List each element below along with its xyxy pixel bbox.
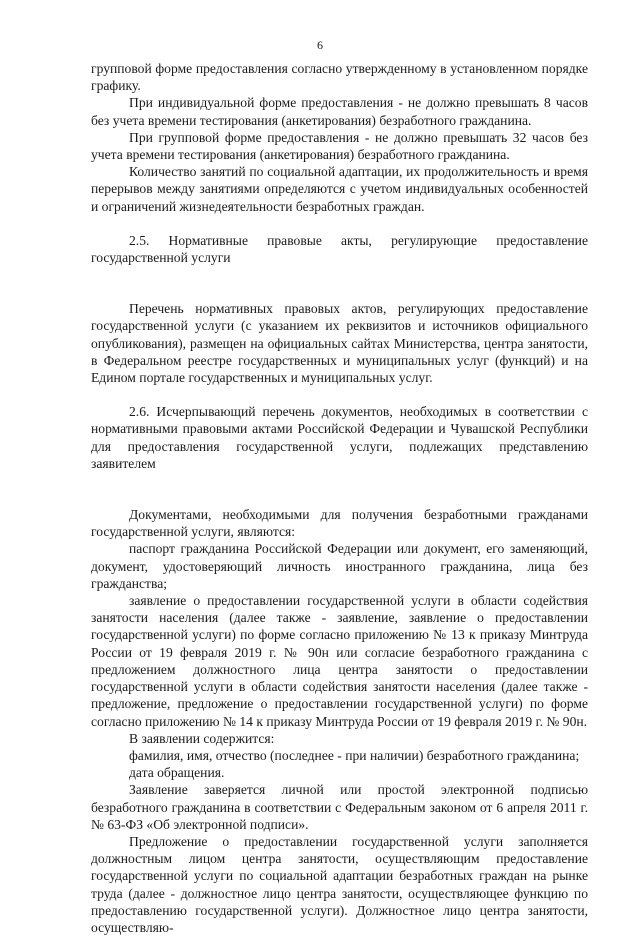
list-item-full-name: фамилия, имя, отчество (последнее - при наличии) безработного гражданина; xyxy=(129,747,580,763)
paragraph-group-form: При групповой форме предоставления - не должно превышать 32 часов без учета времени тестирования (анкетирования) безработного гражданина. xyxy=(91,129,588,163)
list-item-application: заявление о предоставлении государственной услуги в области содействия занятости населения (далее также - заявление, заявление о предоставлении государственной услуги) по форме согласно приложению № 13 к приказу Минтруда России от 19 февраля 2019 г. № 90н или согласие безработного гражданина с предложением должностного лица центра занятости о предоставлении государственной услуги в области содействия занятости населения (далее также - предложение, предложение о предоставлении государственной услуги) по форме согласно приложению № 14 к приказу Минтруда России от 19 февраля 2019 г. № 90н. xyxy=(91,593,588,729)
paragraph-required-documents-intro: Документами, необходимыми для получения безработными гражданами государственной услуги, являются: xyxy=(91,507,588,540)
paragraph-session-count: Количество занятий по социальной адаптации, их продолжительность и время перерывов между занятиями определяются с учетом индивидуальных особенностей и ограничений жизнедеятельности безработных граждан. xyxy=(91,164,588,214)
paragraph-legal-acts-list: Перечень нормативных правовых актов, регулирующих предоставление государственной услуги (с указанием их реквизитов и источников официального опубликования), размещен на официальных сайтах Министерства, центра занятости, в Федеральном реестре государственных и муниципальных услуг (функций) и на Едином портале государственных и муниципальных услуг. xyxy=(91,301,588,386)
paragraph-signature: Заявление заверяется личной или простой электронной подписью безработного гражданина в соответствии с Федеральным законом от 6 апреля 2011 г. № 63-ФЗ «Об электронной подписи». xyxy=(91,782,588,832)
paragraph-application-contains: В заявлении содержится: xyxy=(129,730,275,746)
section-heading-2-6: 2.6. Исчерпывающий перечень документов, необходимых в соответствии с нормативными правовыми актами Российской Федерации и Чувашской Республики для предоставления государственной услуги, подлежащих представлению заявителем xyxy=(91,404,588,471)
section-heading-2-5: 2.5. Нормативные правовые акты, регулирующие предоставление государственной услуги xyxy=(91,232,588,266)
document-body xyxy=(91,60,588,936)
paragraph-individual-form: При индивидуальной форме предоставления - не должно превышать 8 часов без учета времени тестирования (анкетирования) безработного гражданина. xyxy=(91,95,588,128)
list-item-date: дата обращения. xyxy=(129,765,225,781)
paragraph-continuation: групповой форме предоставления согласно утвержденному в установленном порядке графику. xyxy=(91,61,588,94)
list-item-passport: паспорт гражданина Российской Федерации или документ, его заменяющий, документ, удостоверяющий личность иностранного гражданина, лица без гражданства; xyxy=(91,541,588,591)
page-number: 6 xyxy=(317,38,323,52)
paragraph-proposal: Предложение о предоставлении государственной услуги заполняется должностным лицом центра занятости, осуществляющим предоставление государственной услуги по социальной адаптации безработных граждан на рынке труда (далее - должностное лицо центра занятости, осуществляющее функцию по предоставлению государственной услуги). Должностное лицо центра занятости, осуществляю- xyxy=(91,833,588,935)
